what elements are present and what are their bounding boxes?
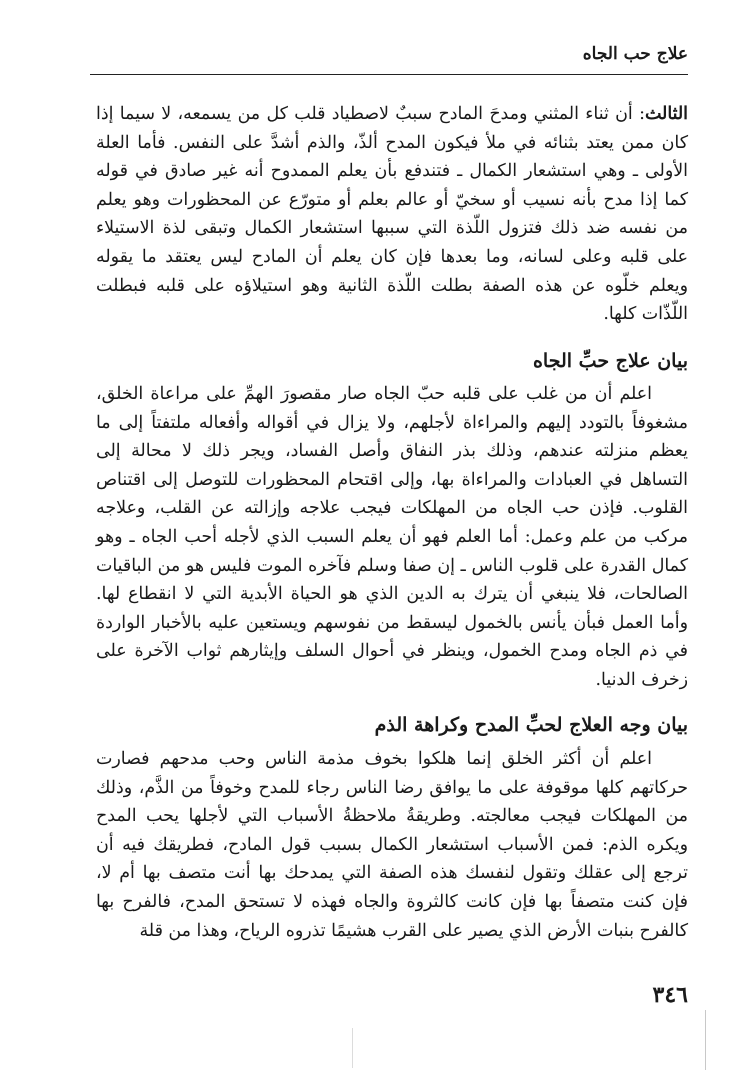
page-number: ٣٤٦	[652, 982, 688, 1008]
section-heading-madh	[96, 714, 688, 736]
section-heading: بيان علاج حبِّ الجاه	[532, 350, 688, 372]
section-body-jah	[96, 380, 688, 695]
paragraph-lead: الثالث	[644, 104, 688, 124]
section-text: اعلم أن من غلب على قلبه حبّ الجاه صار مقصورَ الهمِّ على مراعاة الخلق، مشغوفاً بالتودد إليهم والمراءاة لأجلهم، ولا يزال في أقواله وأفعاله ملتفتاً إلى ما يعظم منزلته عندهم، وذلك بذر النفاق وأصل الفساد، ويجر ذلك لا محالة إلى التساهل في العبادات والمراءاة بها، وإلى اقتحام المحظورات للتوصل إلى اقتناص القلوب. فإذن حب الجاه من المهلكات فيجب علاجه وإزالته عن القلب، وعلاجه مركب من علم وعمل: أما العلم فهو أن يعلم السبب الذي لأجله أحب الجاه ـ وهو كمال القدرة على قلوب الناس ـ إن صفا وسلم فآخره الموت فليس هو من الباقيات الصالحات، فلا ينبغي أن يترك به الدين الذي هو الحياة الأبدية التي لا انقطاع لها. وأما العمل فبأن يأنس بالخمول ليسقط من نفوسهم ويستعين عليه بالأخبار الواردة في ذم الجاه ومدح الخمول، وينظر في أحوال السلف وإيثارهم ثواب الآخرة على زخرف الدنيا.	[96, 384, 688, 690]
scan-margin-mark	[705, 1010, 706, 1070]
paragraph-text	[96, 100, 688, 329]
scan-center-mark	[352, 1028, 353, 1068]
section-body-madh	[96, 745, 688, 945]
section-heading-jah	[96, 350, 688, 372]
section-text: اعلم أن أكثر الخلق إنما هلكوا بخوف مذمة الناس وحب مدحهم فصارت حركاتهم كلها موقوفة على ما يوافق رضا الناس رجاء للمدح وخوفاً من الذَّم، وذلك من المهلكات فيجب معالجته. وطريقةُ ملاحظةُ الأسباب التي لأجلها يحب المدح ويكره الذم: فمن الأسباب استشعار الكمال بسبب قول المادح، فطريقك فيه أن ترجع إلى عقلك وتقول لنفسك هذه الصفة التي يمدحك بها أنت متصف بها أم لا، فإن كنت متصفاً بها فإن كانت كالثروة والجاه فهذه لا تستحق المدح، فالفرح بها كالفرح بنبات الأرض الذي يصير على القرب هشيمًا تذروه الرياح، وهذا من قلة	[96, 749, 688, 941]
running-head: علاج حب الجاه	[582, 44, 688, 64]
paragraph-third-reason	[96, 100, 688, 329]
header-rule	[90, 74, 688, 75]
section-heading: بيان وجه العلاج لحبِّ المدح وكراهة الذم	[374, 714, 688, 736]
paragraph-body: : أن ثناء المثني ومدحَ المادح سببٌ لاصطياد قلب كل من يسمعه، لا سيما إذا كان ممن يعتد بثنائه في ملأ فيكون المدح ألذّ، والذم أشدَّ على النفس. فأما العلة الأولى ـ وهي استشعار الكمال ـ فتندفع بأن يعلم الممدوح أنه غير صادق في قوله كما إذا مدح بأنه نسيب أو سخيّ أو عالم بعلم أو متورّع عن المحظورات وهو يعلم من نفسه ضد ذلك فتزول اللّذة التي سببها استشعار الكمال وتبقى لذة الاستيلاء على قلبه وعلى لسانه، وما بعدها فإن كان يعلم أن المادح ليس يعتقد ما يقوله ويعلم خلّوه عن هذه الصفة بطلت اللّذة الثانية وهو استيلاؤه على قلبه فبطلت اللّذّات كلها.	[96, 104, 688, 325]
